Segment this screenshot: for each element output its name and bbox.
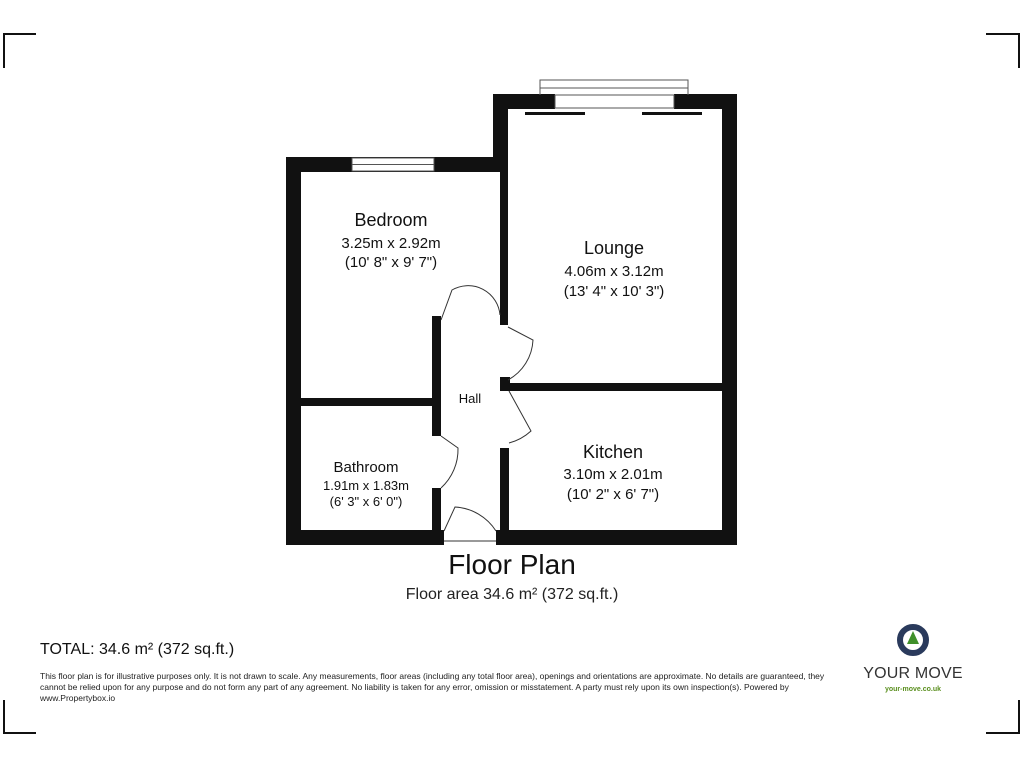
wall-hall-bath xyxy=(432,488,441,534)
crop-mark-top-left xyxy=(4,34,36,68)
plan-floor-area: Floor area 34.6 m² (372 sq.ft.) xyxy=(405,586,619,603)
bedroom-name: Bedroom xyxy=(354,210,428,230)
doors xyxy=(441,286,533,531)
plan-title: Floor Plan xyxy=(448,549,576,580)
bathroom-name: Bathroom xyxy=(333,459,399,476)
lounge-name: Lounge xyxy=(583,238,645,258)
crop-mark-top-right xyxy=(986,34,1019,68)
logo-url-text[interactable]: your-move.co.uk xyxy=(884,686,941,693)
room-labels xyxy=(323,210,664,509)
bedroom-size-imperial: (10' 8" x 9' 7") xyxy=(344,254,438,271)
kitchen-name: Kitchen xyxy=(582,442,644,462)
crop-mark-bottom-left xyxy=(4,700,36,733)
kitchen-size-imperial: (10' 2" x 6' 7") xyxy=(566,486,660,503)
bathroom-size-metric: 1.91m x 1.83m xyxy=(323,478,409,493)
wall-bedroom-hall xyxy=(432,316,441,436)
wall-hall-kitchen-stub xyxy=(500,377,510,391)
bathroom-size-imperial: (6' 3" x 6' 0") xyxy=(329,494,403,509)
lounge-window xyxy=(540,80,688,108)
wall-bottom-left xyxy=(286,530,444,545)
wall-bottom-right xyxy=(496,530,737,545)
door-bedroom xyxy=(441,286,500,320)
lounge-size-metric: 4.06m x 3.12m xyxy=(564,263,664,280)
wall-hall-kitchen xyxy=(500,448,509,534)
wall-bed-bath xyxy=(296,398,436,406)
bedroom-window xyxy=(352,158,434,171)
wall-left xyxy=(286,157,301,545)
door-kitchen xyxy=(509,391,531,443)
door-entrance xyxy=(444,507,496,531)
wall-lounge-top-left xyxy=(493,94,555,109)
your-move-logo-icon xyxy=(895,622,931,658)
total-area: TOTAL: 34.6 m² (372 sq.ft.) xyxy=(40,641,235,658)
your-move-logo xyxy=(858,622,968,693)
crop-mark-bottom-right xyxy=(986,700,1019,733)
wall-lounge-kitchen xyxy=(500,383,730,391)
hall-name: Hall xyxy=(458,391,482,406)
kitchen-size-metric: 3.10m x 2.01m xyxy=(563,466,663,483)
bedroom-size-metric: 3.25m x 2.92m xyxy=(341,235,441,252)
lounge-size-imperial: (13' 4" x 10' 3") xyxy=(563,283,665,300)
door-bathroom xyxy=(441,436,458,488)
lounge-wardrobe-marks xyxy=(525,112,702,115)
logo-brand-text: YOUR MOVE xyxy=(863,665,963,682)
wall-right xyxy=(722,94,737,545)
wall-bedroom-lounge xyxy=(500,165,508,325)
door-lounge xyxy=(508,327,533,380)
disclaimer-text: This floor plan is for illustrative purposes only. It is not drawn to scale. Any measurements, floor areas (including any total floor area), openings and orientations are approximate. No details are guaranteed, they cannot be relied upon for any purpose and do not form any part of any agreement. No liability is taken for any error, omission or misstatement. A party must rely upon its own inspection(s). Powered by www.Propertybox.io xyxy=(40,671,825,703)
